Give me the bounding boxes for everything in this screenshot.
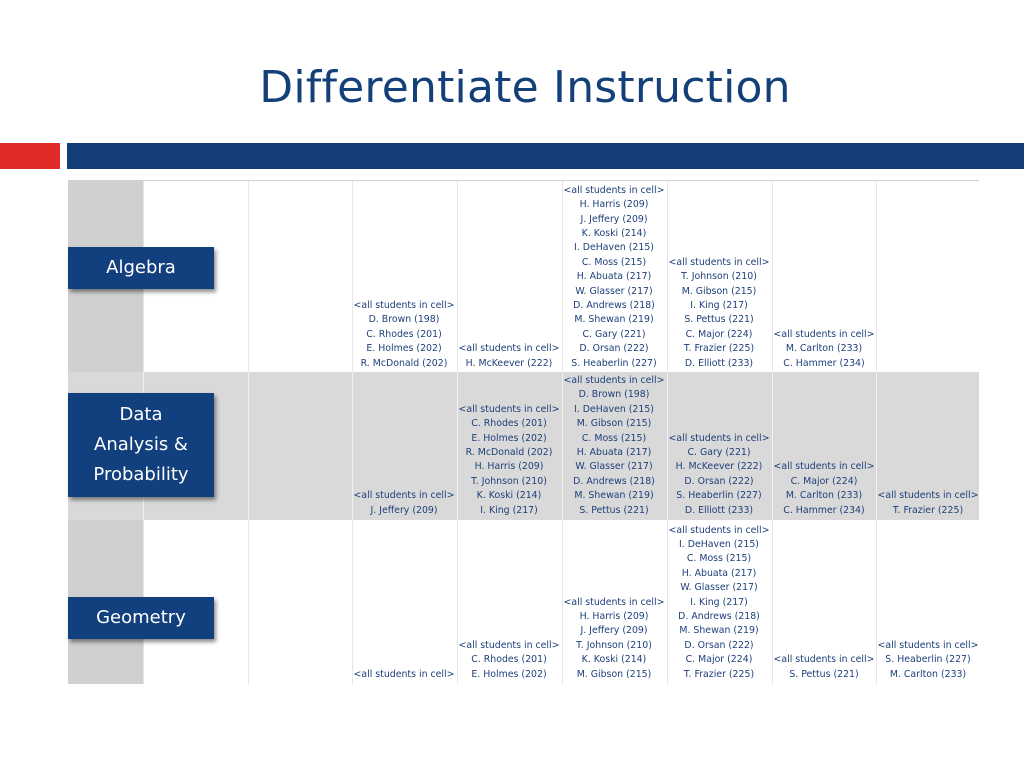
student-cell [667,432,771,518]
student-cell [772,460,876,518]
student-name: H. McKeever (222) [465,357,553,369]
student-name: H. Abuata (217) [576,446,652,458]
category-label-data-analysis-probability: Data Analysis & Probability [68,393,214,497]
student-cell [457,639,561,682]
student-name: J. Jeffery (209) [580,625,648,637]
student-cell [352,299,456,371]
all-students-link[interactable]: <all students in cell> [353,490,455,502]
student-name: D. Andrews (218) [678,610,760,622]
student-name: H. Harris (209) [579,610,649,622]
student-cell [667,524,771,682]
student-name: S. Pettus (221) [579,504,649,516]
all-students-link[interactable]: <all students in cell> [877,639,979,651]
student-name: R. McDonald (202) [465,446,553,458]
student-name: C. Moss (215) [581,432,647,444]
student-cell [457,403,561,518]
student-name: D. Brown (198) [368,314,440,326]
student-name: T. Frazier (225) [683,343,755,355]
all-students-link[interactable]: <all students in cell> [353,668,455,680]
student-name: D. Elliott (233) [684,504,754,516]
student-name: I. King (217) [480,504,538,516]
red-accent-bar [0,143,60,169]
student-name: I. King (217) [690,596,748,608]
all-students-link[interactable]: <all students in cell> [458,639,560,651]
student-name: J. Jeffery (209) [580,213,648,225]
student-name: E. Holmes (202) [471,668,547,680]
student-name: T. Frazier (225) [683,668,755,680]
all-students-link[interactable]: <all students in cell> [773,654,875,666]
student-name: K. Koski (214) [581,227,647,239]
student-name: C. Moss (215) [581,256,647,268]
student-name: C. Gary (221) [582,328,646,340]
student-cell [772,653,876,682]
student-name: E. Holmes (202) [366,343,442,355]
blue-accent-bar [67,143,1024,169]
student-name: S. Heaberlin (227) [676,490,762,502]
student-cell [667,256,771,371]
column-divider [876,181,877,373]
student-cell [562,596,666,682]
student-name: H. Abuata (217) [681,567,757,579]
student-cell [352,668,456,682]
student-name: I. DeHaven (215) [679,538,759,550]
all-students-link[interactable]: <all students in cell> [668,432,770,444]
all-students-link[interactable]: <all students in cell> [563,184,665,196]
student-name: D. Andrews (218) [573,299,655,311]
student-cell [772,328,876,371]
column-divider [352,520,353,684]
student-name: I. King (217) [690,299,748,311]
student-name: T. Johnson (210) [471,475,547,487]
column-divider [248,181,249,373]
student-name: T. Johnson (210) [576,639,652,651]
student-name: H. Harris (209) [579,199,649,211]
student-name: M. Shewan (219) [574,314,654,326]
all-students-link[interactable]: <all students in cell> [773,328,875,340]
student-name: D. Andrews (218) [573,475,655,487]
student-name: W. Glasser (217) [680,582,758,594]
student-name: S. Pettus (221) [684,314,754,326]
student-name: J. Jeffery (209) [370,504,438,516]
student-name: C. Moss (215) [686,553,752,565]
student-name: S. Heaberlin (227) [571,357,657,369]
category-label-algebra: Algebra [68,247,214,289]
student-name: C. Hammer (234) [783,357,865,369]
student-name: C. Major (224) [685,328,753,340]
column-divider [248,520,249,684]
all-students-link[interactable]: <all students in cell> [458,403,560,415]
student-name: H. Abuata (217) [576,271,652,283]
all-students-link[interactable]: <all students in cell> [877,490,979,502]
student-name: M. Gibson (215) [576,418,652,430]
student-name: S. Pettus (221) [789,668,859,680]
all-students-link[interactable]: <all students in cell> [668,524,770,536]
all-students-link[interactable]: <all students in cell> [353,299,455,311]
student-name: D. Orsan (222) [684,639,754,651]
student-name: H. Harris (209) [474,461,544,473]
student-name: M. Carlton (233) [889,668,967,680]
student-name: C. Major (224) [685,654,753,666]
all-students-link[interactable]: <all students in cell> [668,256,770,268]
student-name: D. Brown (198) [578,389,650,401]
student-name: I. DeHaven (215) [574,403,654,415]
student-cell [562,184,666,371]
student-name: D. Elliott (233) [684,357,754,369]
student-name: M. Gibson (215) [681,285,757,297]
student-name: C. Major (224) [790,475,858,487]
student-name: C. Hammer (234) [783,504,865,516]
student-name: R. McDonald (202) [360,357,448,369]
student-name: T. Frazier (225) [892,504,964,516]
student-cell [352,489,456,518]
all-students-link[interactable]: <all students in cell> [458,343,560,355]
student-name: W. Glasser (217) [575,285,653,297]
all-students-link[interactable]: <all students in cell> [563,596,665,608]
student-name: W. Glasser (217) [575,461,653,473]
student-name: K. Koski (214) [581,654,647,666]
student-name: I. DeHaven (215) [574,242,654,254]
student-name: D. Orsan (222) [579,343,649,355]
student-name: M. Gibson (215) [576,668,652,680]
student-name: C. Rhodes (201) [366,328,442,340]
student-name: C. Rhodes (201) [471,654,547,666]
student-name: S. Heaberlin (227) [885,654,971,666]
student-cell [876,639,980,682]
student-cell [876,489,980,518]
student-name: C. Rhodes (201) [471,418,547,430]
student-cell [562,374,666,518]
slide-title: Differentiate Instruction [259,62,791,113]
student-cell [457,342,561,371]
all-students-link[interactable]: <all students in cell> [563,374,665,386]
student-name: M. Carlton (233) [785,343,863,355]
category-label-geometry: Geometry [68,597,214,639]
student-name: M. Shewan (219) [679,625,759,637]
student-name: K. Koski (214) [476,490,542,502]
student-name: D. Orsan (222) [684,475,754,487]
student-name: E. Holmes (202) [471,432,547,444]
student-name: M. Carlton (233) [785,490,863,502]
student-name: H. McKeever (222) [675,461,763,473]
student-name: T. Johnson (210) [681,271,757,283]
student-name: C. Gary (221) [687,446,751,458]
student-name: M. Shewan (219) [574,490,654,502]
all-students-link[interactable]: <all students in cell> [773,461,875,473]
column-divider [248,372,249,520]
